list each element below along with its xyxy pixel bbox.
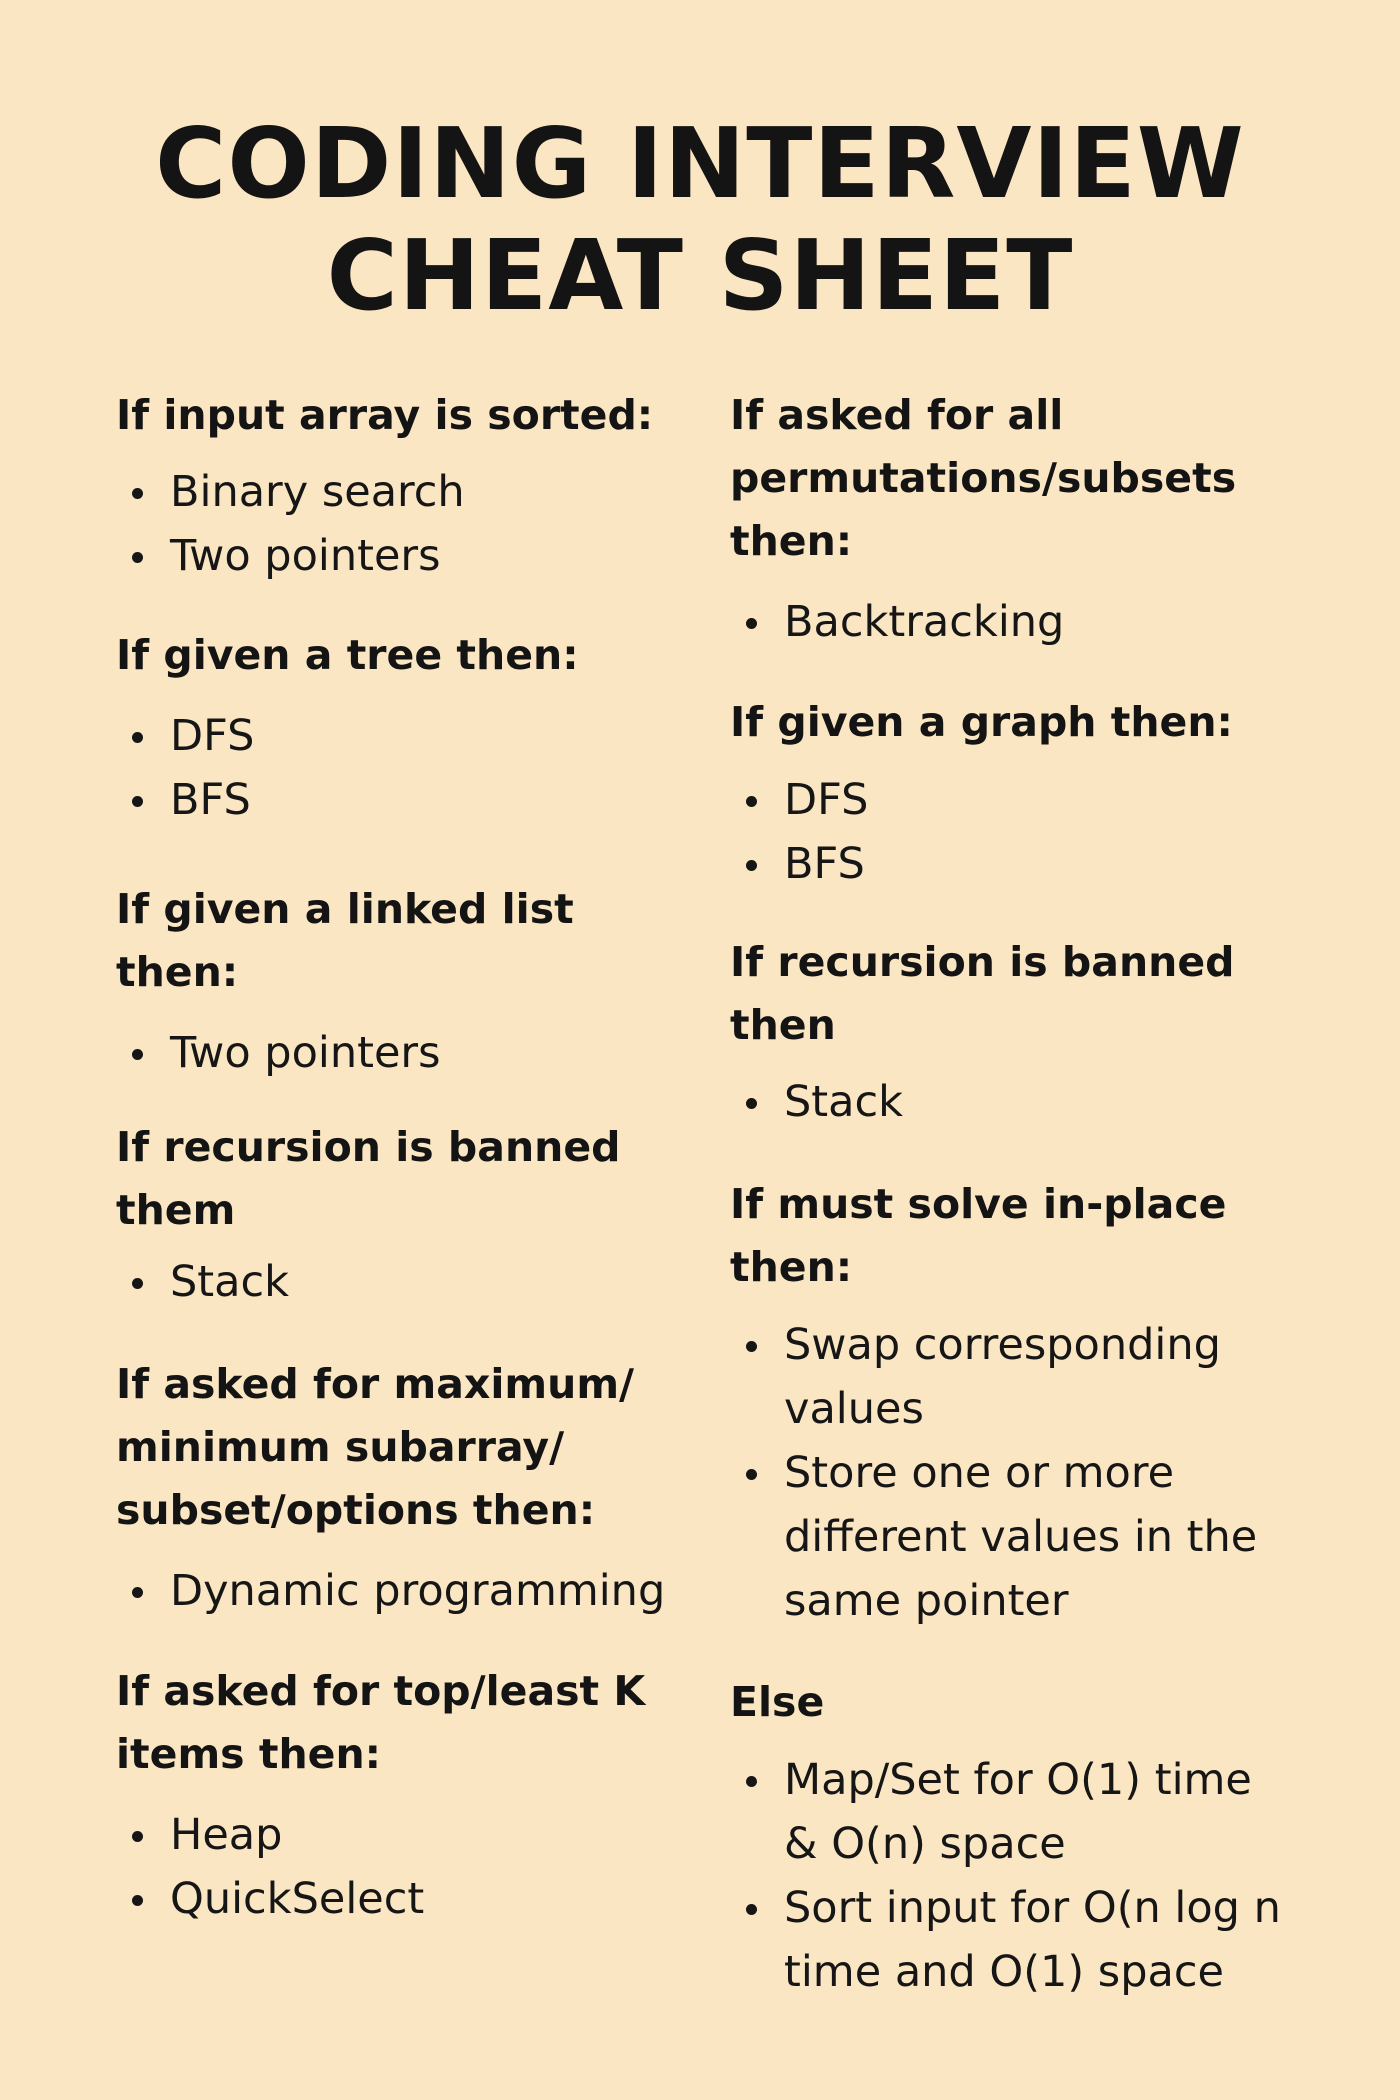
section-recursion-banned-left [116, 1116, 676, 1314]
section-graph [730, 691, 1290, 896]
section-heading: If given a tree then: [116, 631, 579, 679]
heading-line: them [116, 1186, 236, 1234]
right-column [730, 384, 1290, 2004]
section-permutations [730, 384, 1290, 654]
heading-line: If recursion is banned [116, 1123, 621, 1171]
list-item: QuickSelect [116, 1867, 676, 1931]
section-list [730, 768, 1290, 896]
list-item [730, 1748, 1290, 1876]
heading-line: If asked for maximum/ [116, 1360, 635, 1408]
section-recursion-banned-right [730, 931, 1290, 1134]
section-list [730, 1748, 1290, 2004]
section-top-k [116, 1660, 676, 1931]
item-line: Store one or more [784, 1448, 1175, 1498]
section-list [116, 1021, 676, 1085]
list-item: Binary search [116, 460, 676, 524]
item-line: time and O(1) space [784, 1947, 1224, 1997]
section-list [730, 590, 1290, 654]
section-heading [116, 1353, 676, 1542]
item-line: values [784, 1384, 924, 1434]
section-max-min-subarray [116, 1353, 676, 1623]
item-line: Sort input for O(n log n [784, 1883, 1281, 1933]
section-heading: If given a linked list then: [116, 885, 574, 996]
item-line: & O(n) space [784, 1819, 1066, 1869]
list-item: BFS [730, 832, 1290, 896]
section-heading: If input array is sorted: [116, 391, 654, 439]
list-item: Stack [730, 1070, 1290, 1134]
heading-line: then: [730, 517, 853, 565]
section-list [730, 1070, 1290, 1134]
list-item: Two pointers [116, 1021, 676, 1085]
section-in-place [730, 1173, 1290, 1633]
section-linked-list [116, 878, 676, 1085]
list-item [730, 1313, 1290, 1441]
heading-line: If asked for top/least K [116, 1667, 646, 1715]
item-line: same pointer [784, 1576, 1069, 1626]
page-title [0, 108, 1400, 332]
heading-line: permutations/subsets [730, 454, 1237, 502]
heading-line: If recursion is banned [730, 938, 1235, 986]
list-item: Dynamic programming [116, 1559, 676, 1623]
section-tree [116, 624, 676, 832]
section-list [116, 460, 676, 588]
heading-line: items then: [116, 1730, 382, 1778]
heading-line: If asked for all [730, 391, 1064, 439]
section-list [730, 1313, 1290, 1633]
list-item: Stack [116, 1250, 676, 1314]
heading-line: subset/options then: [116, 1486, 596, 1534]
list-item: Backtracking [730, 590, 1290, 654]
list-item: DFS [116, 704, 676, 768]
section-heading [730, 384, 1290, 573]
list-item: Heap [116, 1803, 676, 1867]
item-line: Map/Set for O(1) time [784, 1755, 1252, 1805]
list-item [730, 1441, 1290, 1633]
section-heading: If given a graph then: [730, 698, 1233, 746]
section-heading [730, 1173, 1290, 1299]
section-sorted-array [116, 384, 676, 588]
left-column [116, 384, 676, 1931]
list-item [730, 1876, 1290, 2004]
item-line: Swap corresponding [784, 1320, 1221, 1370]
section-else [730, 1671, 1290, 2004]
heading-line: then: [730, 1243, 853, 1291]
list-item: Two pointers [116, 524, 676, 588]
title-line-1: CODING INTERVIEW [155, 107, 1245, 220]
section-list [116, 1559, 676, 1623]
section-list [116, 1803, 676, 1931]
section-list [116, 704, 676, 832]
section-heading [116, 1660, 676, 1786]
section-heading [116, 1116, 676, 1242]
heading-line: then [730, 1001, 836, 1049]
section-list [116, 1250, 676, 1314]
list-item: BFS [116, 768, 676, 832]
item-line: different values in the [784, 1512, 1258, 1562]
title-line-2: CHEAT SHEET [326, 219, 1074, 332]
heading-line: If must solve in-place [730, 1180, 1227, 1228]
heading-line: minimum subarray/ [116, 1423, 565, 1471]
section-heading [730, 931, 1290, 1057]
list-item: DFS [730, 768, 1290, 832]
section-heading: Else [730, 1678, 825, 1726]
